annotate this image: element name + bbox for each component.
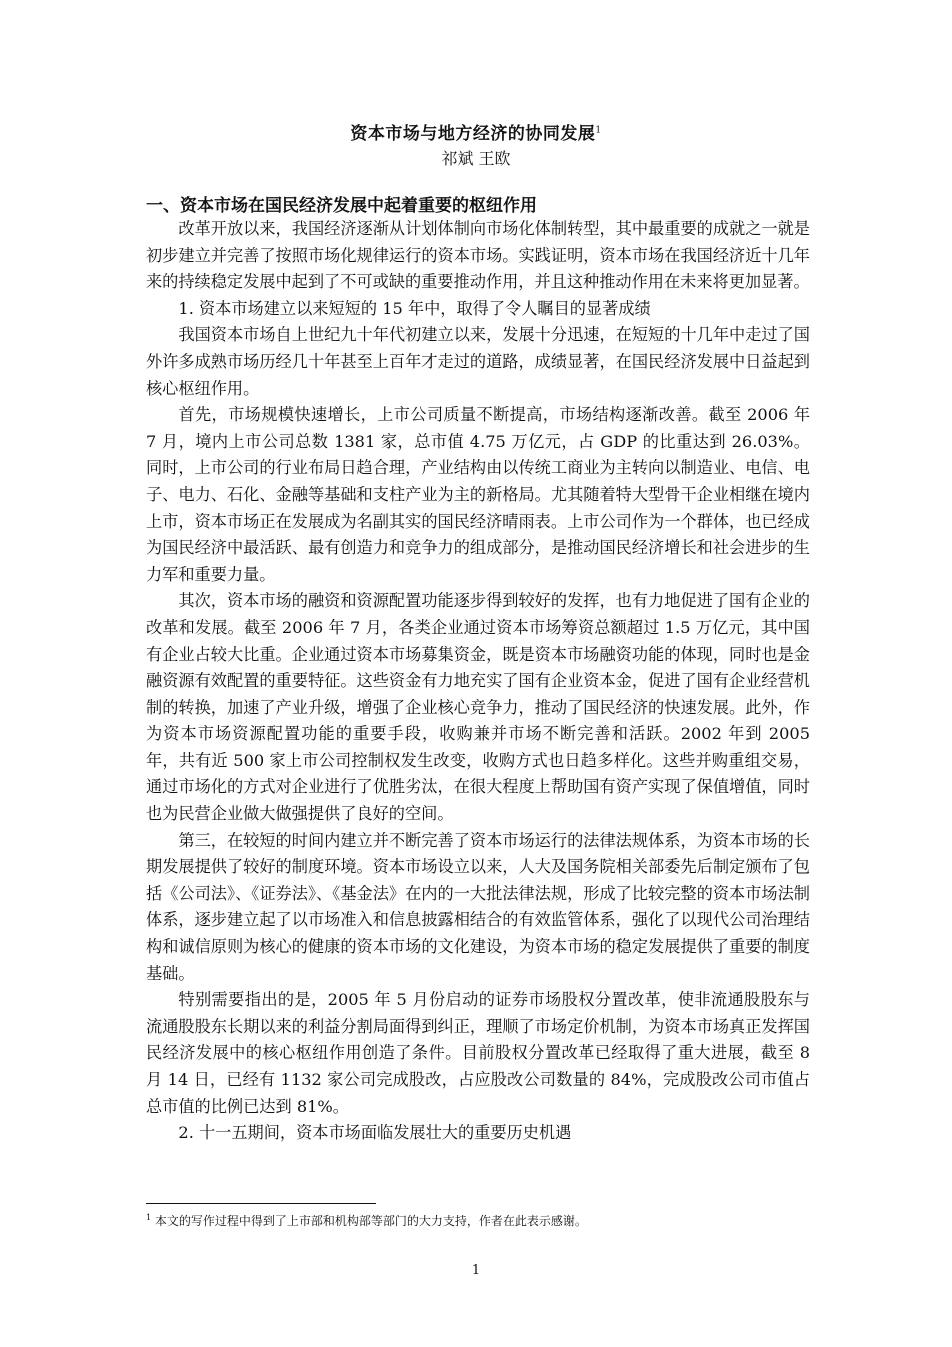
page-number: 1: [471, 1263, 481, 1278]
paragraph: 第三，在较短的时间内建立并不断完善了资本市场运行的法律法规体系，为资本市场的长期发展提供了较好的制度环境。资本市场设立以来，人大及国务院相关部委先后制定颁布了包括《公司法》、《证券法》、《基金法》在内的一大批法律法规，形成了比较完整的资本市场法制体系，逐步建立起了以市场准入和信息披露相结合的有效监管体系，强化了以现代公司治理结构和诚信原则为核心的健康的资本市场的文化建设，为资本市场的稳定发展提供了重要的制度基础。: [146, 830, 810, 983]
footnote: [146, 1212, 810, 1229]
paragraph: 特别需要指出的是，2005 年 5 月份启动的证券市场股权分置改革，使非流通股股东与流通股股东长期以来的利益分割局面得到纠正，理顺了市场定价机制，为资本市场真正发挥国民经济发展中的核心枢纽作用创造了条件。目前股权分置改革已经取得了重大进展，截至 8 月 14 日，已经有 1132 家公司完成股改，占应股改公司数量的 84%，完成股改公司市值占总市值的比例已达到 81%。: [146, 990, 810, 1116]
title-text: 资本市场与地方经济的协同发展: [350, 124, 596, 144]
paragraph: 其次，资本市场的融资和资源配置功能逐步得到较好的发挥，也有力地促进了国有企业的改革和发展。截至 2006 年 7 月，各类企业通过资本市场筹资总额超过 1.5 万亿元，其中国有企业占较大比重。企业通过资本市场募集资金，既是资本市场融资功能的体现，同时也是金融资源有效配置的重要特征。这些资金有力地充实了国有企业资本金，促进了国有企业经营机制的转换，加速了产业升级，增强了企业核心竞争力，推动了国民经济的快速发展。此外，作为资本市场资源配置功能的重要手段，收购兼并市场不断完善和活跃。2002 年到 2005 年，共有近 500 家上市公司控制权发生改变，收购方式也日趋多样化。这些并购重组交易，通过市场化的方式对企业进行了优胜劣汰，在很大程度上帮助国有资产实现了保值增值，同时也为民营企业做大做强提供了良好的空间。: [146, 591, 810, 824]
subheading: 2. 十一五期间，资本市场面临发展壮大的重要历史机遇: [178, 1123, 572, 1143]
paragraph: 改革开放以来，我国经济逐渐从计划体制向市场化体制转型，其中最重要的成就之一就是初步建立并完善了按照市场化规律运行的资本市场。实践证明，资本市场在我国经济近十几年来的持续稳定发展中起到了不可或缺的重要推动作用，并且这种推动作用在未来将更加显著。: [146, 219, 810, 292]
body-text: [146, 216, 810, 1147]
footnote-mark: 1: [146, 1213, 152, 1222]
paragraph: 首先，市场规模快速增长，上市公司质量不断提高，市场结构逐渐改善。截至 2006 年 7 月，境内上市公司总数 1381 家，总市值 4.75 万亿元，占 GDP 的比重达到 26.03%。同时，上市公司的行业布局日趋合理，产业结构由以传统工商业为主转向以制造业、电信、电子、电力、石化、金融等基础和支柱产业为主的新格局。尤其随着特大型骨干企业相继在境内上市，资本市场正在发展成为名副其实的国民经济晴雨表。上市公司作为一个群体，也已经成为国民经济中最活跃、最有创造力和竞争力的组成部分，是推动国民经济增长和社会进步的生力军和重要力量。: [146, 405, 810, 584]
footnote-divider: [146, 1203, 376, 1204]
subheading: 1. 资本市场建立以来短短的 15 年中，取得了令人瞩目的显著成绩: [178, 298, 651, 318]
footnote-text: 本文的写作过程中得到了上市部和机构部等部门的大力支持，作者在此表示感谢。: [154, 1214, 587, 1228]
authors: 祁斌 王欧: [441, 149, 511, 168]
footnote-ref: 1: [595, 125, 602, 136]
document-title: [0, 119, 952, 144]
section-heading: 一、资本市场在国民经济发展中起着重要的枢纽作用: [146, 196, 537, 216]
paragraph: 我国资本市场自上世纪九十年代初建立以来，发展十分迅速，在短短的十几年中走过了国外许多成熟市场历经几十年甚至上百年才走过的道路，成绩显著，在国民经济发展中日益起到核心枢纽作用。: [146, 325, 810, 398]
